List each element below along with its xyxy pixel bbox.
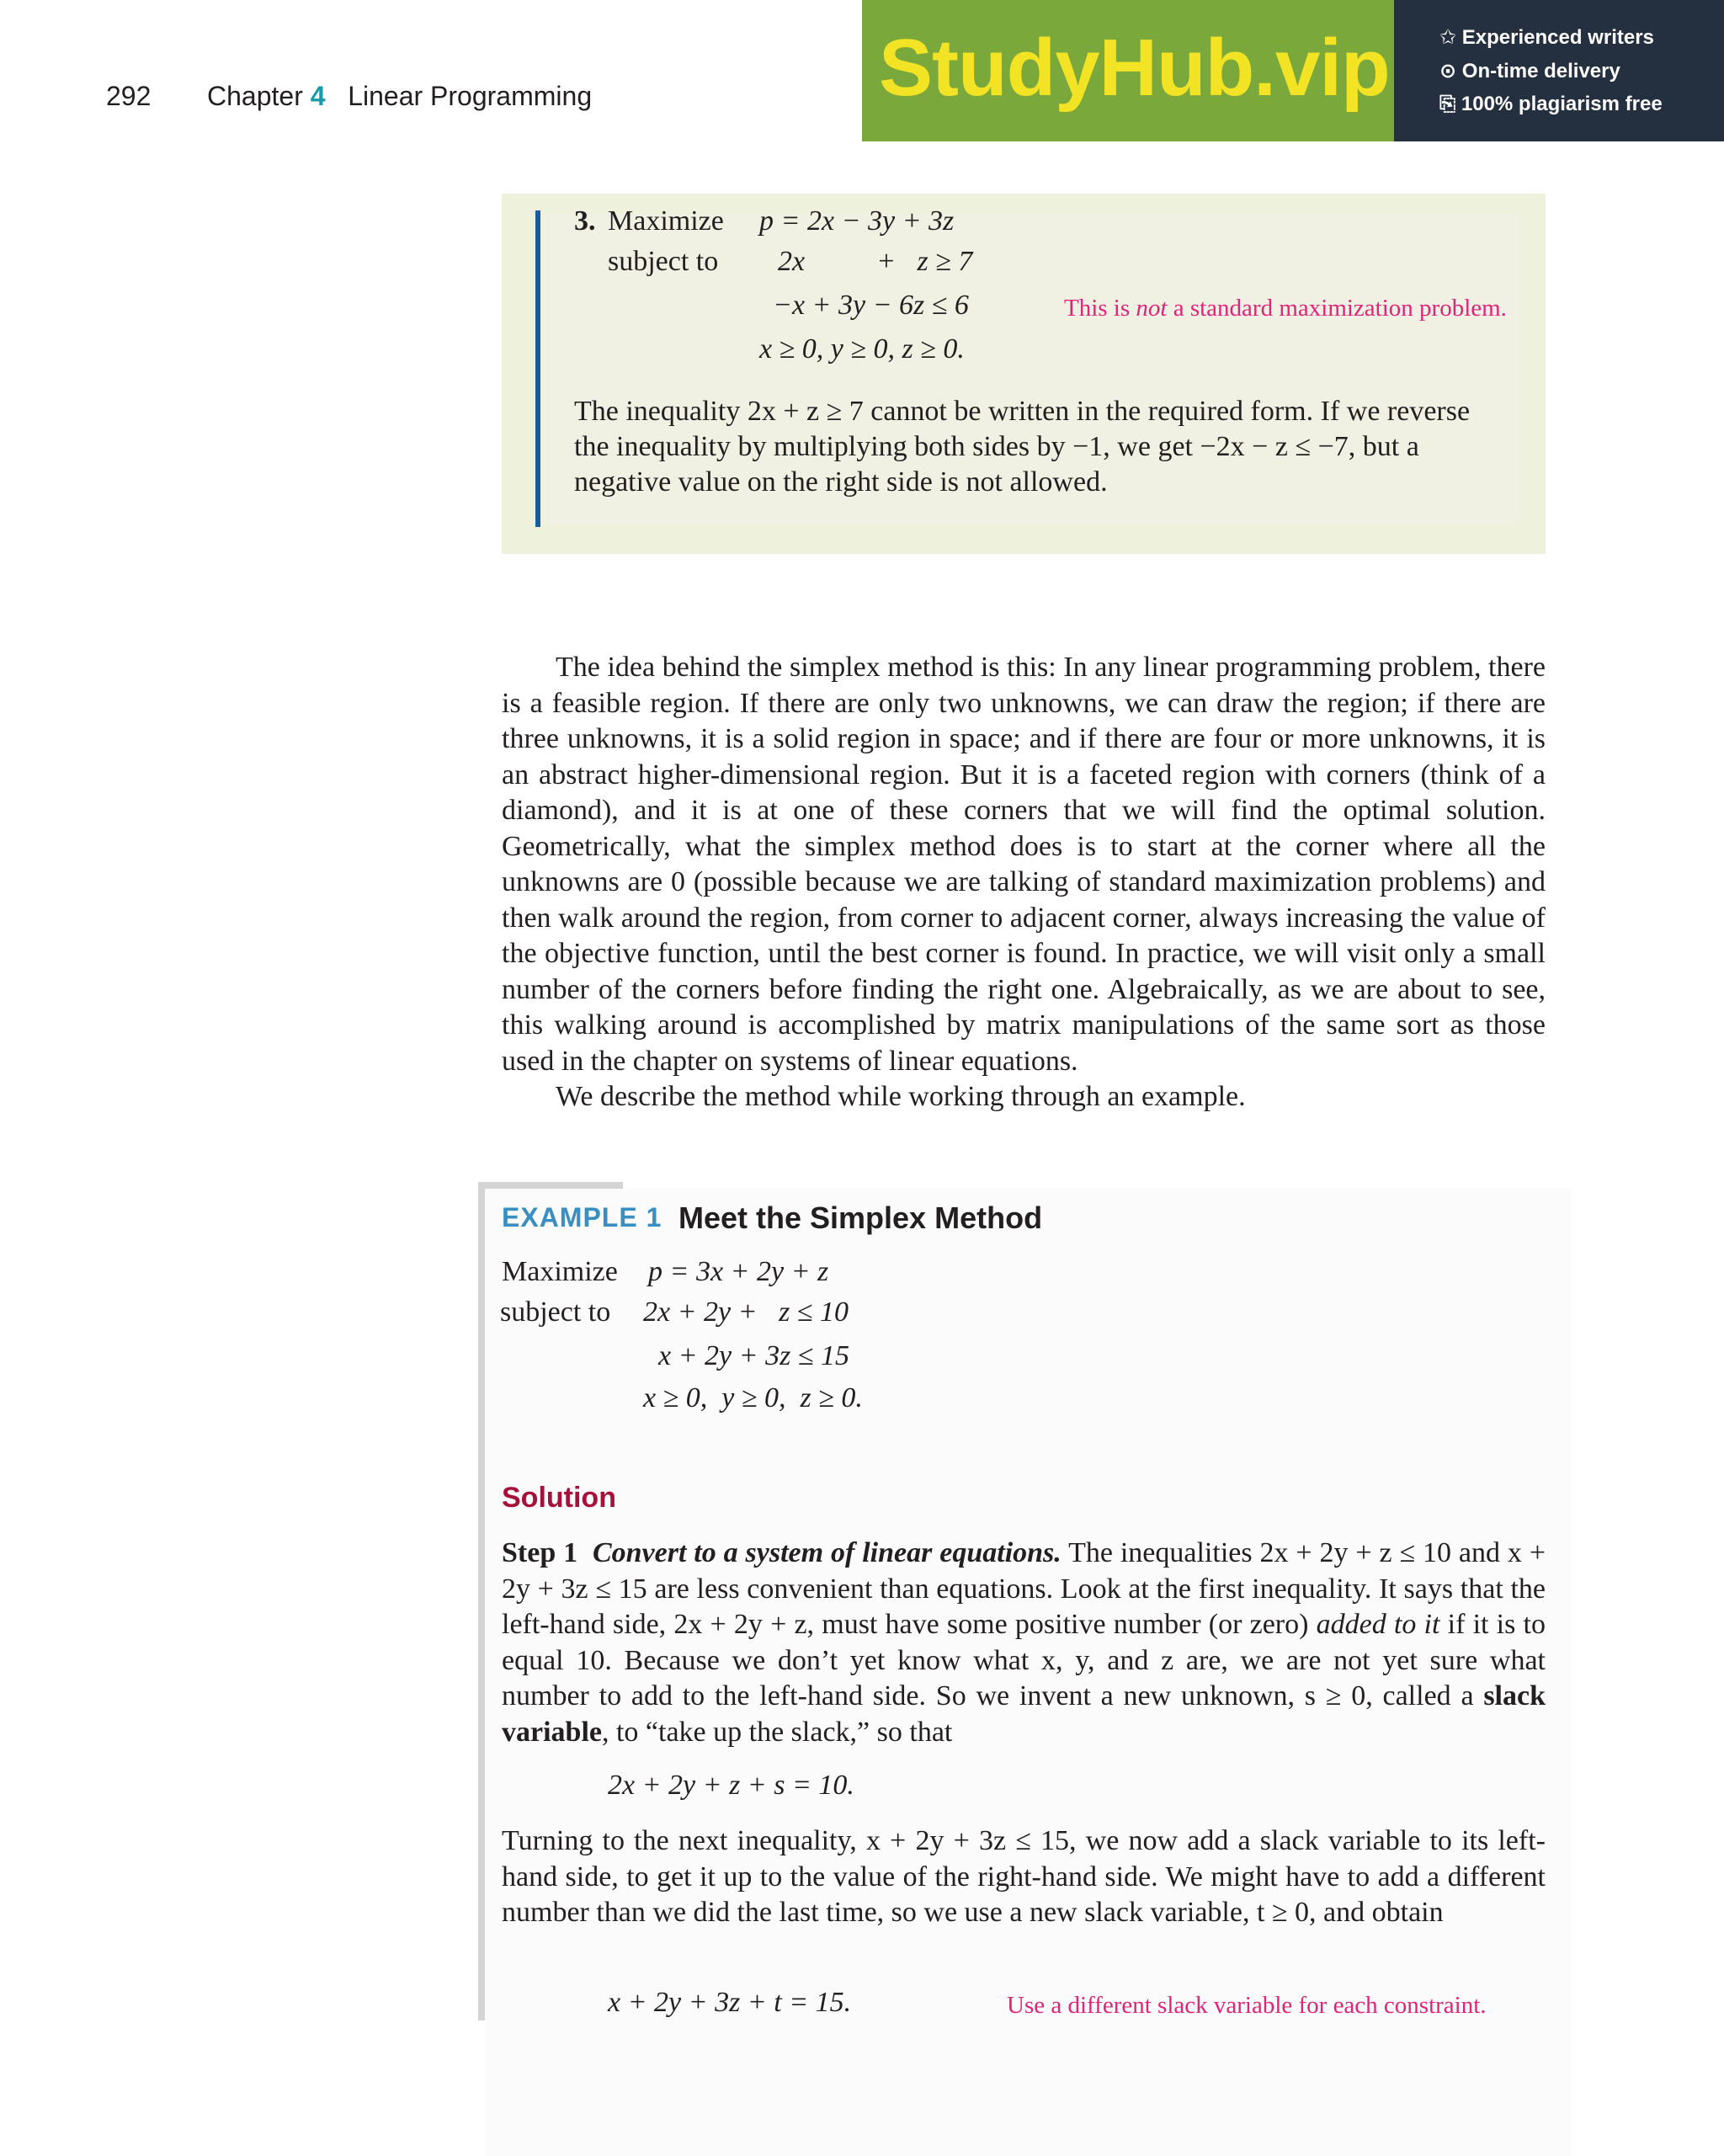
example-objective: p = 3x + 2y + z [648,1256,829,1287]
note-nonnegativity: x ≥ 0, y ≥ 0, z ≥ 0. [759,333,965,365]
ad-banner[interactable] [862,0,1724,141]
note-box [502,194,1546,554]
chapter-title: Linear Programming [348,81,593,111]
note-item-number: 3. [574,205,596,237]
example-subject-to-label: subject to [500,1296,611,1328]
note-comment-post: a standard maximization problem. [1167,295,1507,322]
step-1-text-part-1: The inequalities 2x + 2y + z ≤ 10 and x + 2y + 3z ≤ 15 are less convenient than equations. Look at the first inequality. It says that the left-hand side, 2x + 2y + z, must have some positive number (or zero) [502,1537,1546,1640]
note-explanation-line-3: negative value on the right side is not allowed. [574,466,1108,498]
note-margin-comment [1064,295,1507,322]
chapter-number: 4 [310,81,326,111]
ad-feature-delivery: ⊙ On-time delivery [1439,60,1620,83]
slack-margin-note: Use a different slack variable for each constraint. [1007,1992,1487,2019]
note-constraint-1: 2x + z ≥ 7 [778,246,973,277]
solution-heading: Solution [502,1482,616,1514]
chapter-word: Chapter [207,81,303,111]
example-top-bar [478,1182,623,1189]
step-1-text-em: added to it [1316,1609,1440,1640]
note-comment-pre: This is [1064,295,1136,322]
note-comment-em: not [1136,295,1168,322]
step-1-text-part-2: if it is to equal 10. Because we don’t yet know what x, y, and z are, we are not yet sure what number to add to the left-hand side. So we invent a new unknown, s ≥ 0, called a [502,1609,1546,1711]
chapter-header [207,81,592,112]
page-number: 292 [106,81,152,111]
step-1-continuation-text: Turning to the next inequality, x + 2y + 3z ≤ 15, we now add a slack variable to its left-hand side, to get it up to the value of the right-hand side. We might have to add a different number than we did the last time, so we use a new slack variable, t ≥ 0, and obtain [502,1825,1546,1928]
step-1-label: Step 1 [502,1537,578,1568]
example-label: EXAMPLE 1 [502,1202,662,1232]
note-explanation-line-2: the inequality by multiplying both sides by −1, we get −2x − z ≤ −7, but a [574,431,1419,462]
ad-feature-writers: ✩ Experienced writers [1439,26,1654,49]
step-1-paragraph [502,1536,1546,1750]
slack-variable-term: slack variable [502,1680,1546,1748]
step-1-text [502,1536,1546,1750]
note-left-bar [535,210,540,527]
slack-equation-1: 2x + 2y + z + s = 10. [608,1770,854,1801]
example-constraint-1: 2x + 2y + z ≤ 10 [643,1296,849,1328]
intro-paragraph-1: The idea behind the simplex method is this: In any linear programming problem, there is a feasible region. If there are only two unknowns, we can draw the region; if there are three unknowns, it is a solid region in space; and if there are four or more unknowns, it is an abstract higher-dimensional region. But it is a faceted region with corners (think of a diamond), and it is at one of these corners that we will find the optimal solution. Geometrically, what the simplex method does is to start at the corner where all the unknowns are 0 (possible because we are talking of standard maximization problems) and then walk around the region, from corner to adjacent corner, always increasing the value of the objective function, until the best corner is found. In practice, we will visit only a small number of the corners before finding the right one. Algebraically, as we are about to see, this walking around is accomplished by matrix manipulations of the same sort as those used in the chapter on systems of linear equations. [502,652,1546,1077]
step-1-continuation [502,1823,1546,1931]
step-1-title: Convert to a system of linear equations. [592,1537,1062,1568]
example-title: Meet the Simplex Method [678,1200,1043,1235]
slack-equation-2: x + 2y + 3z + t = 15. [608,1987,852,2018]
note-explanation-line-1: The inequality 2x + z ≥ 7 cannot be written in the required form. If we reverse [574,396,1471,427]
step-1-text-part-3: , to “take up the slack,” so that [601,1716,953,1748]
note-objective: p = 2x − 3y + 3z [759,205,955,237]
example-maximize-label: Maximize [502,1256,618,1287]
note-constraint-2: −x + 3y − 6z ≤ 6 [773,290,969,321]
example-constraint-2: x + 2y + 3z ≤ 15 [658,1340,849,1371]
intro-paragraph-2: We describe the method while working through an example. [556,1081,1246,1112]
note-subject-to-label: subject to [608,246,719,277]
ad-feature-plagiarism: ⎘ 100% plagiarism free [1439,93,1663,115]
example-nonnegativity: x ≥ 0, y ≥ 0, z ≥ 0. [643,1382,863,1413]
note-maximize-label: Maximize [608,205,724,237]
example-left-bar [478,1182,485,2020]
simplex-intro-paragraph [502,650,1546,1115]
studyhub-logo[interactable]: StudyHub.vip [879,23,1390,113]
